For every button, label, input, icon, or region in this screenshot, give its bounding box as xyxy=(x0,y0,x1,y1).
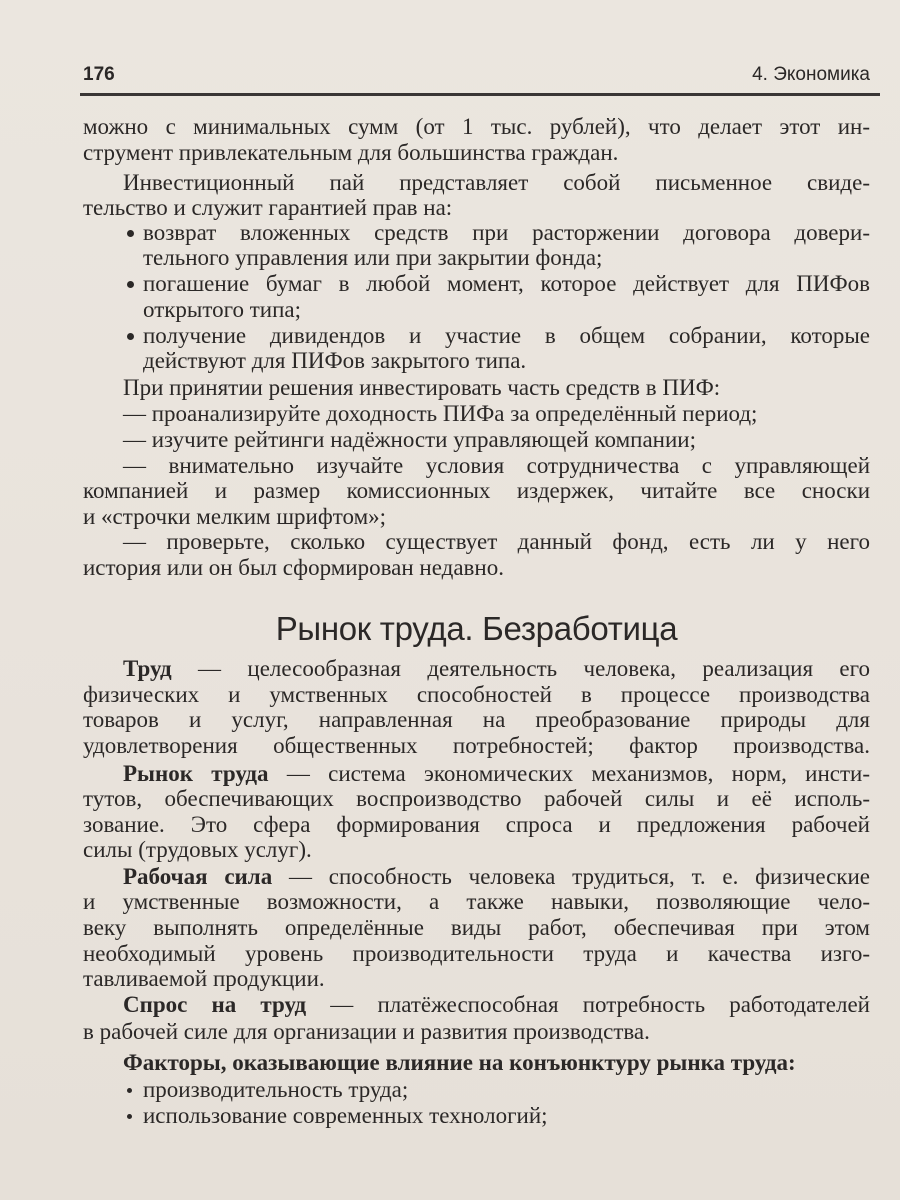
section-title: Рынок труда. Безработица xyxy=(275,610,678,647)
text-line: Инвестиционный пай представляет собой письменное свиде- xyxy=(123,170,870,195)
definition-text: — система экономических механизмов, норм, инсти- xyxy=(268,761,870,786)
text-line: удовлетворения общественных потребностей; фактор производства. xyxy=(83,733,870,758)
bullet-item: погашение бумаг в любой момент, которое действует для ПИФов xyxy=(143,271,870,296)
text-line: тутов, обеспечивающих воспроизводство рабочей силы и её исполь- xyxy=(83,786,870,811)
term: Труд xyxy=(123,656,172,681)
text-line: необходимый уровень производительности труда и качества изго- xyxy=(83,941,870,966)
text-line: открытого типа; xyxy=(143,297,302,322)
text-line: товаров и услуг, направленная на преобразование природы для xyxy=(83,707,870,732)
text-line: компанией и размер комиссионных издержек, читайте все сноски xyxy=(83,478,870,503)
definition-text: — способность человека трудиться, т. е. физические xyxy=(272,864,870,889)
text-line: в рабочей силе для организации и развития производства. xyxy=(83,1019,650,1044)
text-line: и умственные возможности, а также навыки, позволяющие чело- xyxy=(83,889,870,914)
text-line: зование. Это сфера формирования спроса и предложения рабочей xyxy=(83,812,870,837)
text-line: струмент привлекательным для большинства граждан. xyxy=(83,140,619,165)
bullet-item: получение дивидендов и участие в общем собрании, которые xyxy=(143,323,870,348)
bullet-item: возврат вложенных средств при расторжении договора довери- xyxy=(143,220,870,245)
text-line: физических и умственных способностей в процессе производства xyxy=(83,682,870,707)
term: Спрос на труд xyxy=(123,992,307,1017)
text-line: При принятии решения инвестировать часть средств в ПИФ: xyxy=(123,375,721,400)
definition-text: — платёжеспособная потребность работодателей xyxy=(306,992,870,1017)
term: Рынок труда xyxy=(123,761,269,786)
text-line: можно с минимальных сумм (от 1 тыс. рублей), что делает этот ин- xyxy=(83,114,870,139)
dash-item: — внимательно изучайте условия сотрудничества с управляющей xyxy=(123,453,870,478)
factor-item: производительность труда; xyxy=(143,1077,870,1103)
page-number: 176 xyxy=(83,64,115,85)
dash-item: — проанализируйте доходность ПИФа за определённый период; xyxy=(123,401,758,426)
text-line: тельного управления или при закрытии фонда; xyxy=(143,245,603,270)
factors-heading: Факторы, оказывающие влияние на конъюнктуру рынка труда: xyxy=(123,1050,796,1075)
definition-line xyxy=(123,656,870,682)
text-line: история или он был сформирован недавно. xyxy=(83,555,504,580)
definition-text: — целесообразная деятельность человека, реализация его xyxy=(171,656,870,681)
running-header-section: 4. Экономика xyxy=(752,64,870,85)
definition-line xyxy=(123,992,870,1018)
dash-item: — проверьте, сколько существует данный фонд, есть ли у него xyxy=(123,529,870,554)
definition-line xyxy=(123,761,870,787)
text-line: и «строчки мелким шрифтом»; xyxy=(83,504,387,529)
text-line: действуют для ПИФов закрытого типа. xyxy=(143,348,527,373)
dash-item: — изучите рейтинги надёжности управляющей компании; xyxy=(123,427,696,452)
factor-item: использование современных технологий; xyxy=(143,1103,870,1129)
definition-line xyxy=(123,864,870,890)
text-line: тельство и служит гарантией прав на: xyxy=(83,195,453,220)
text-line: силы (трудовых услуг). xyxy=(83,837,312,862)
text-line: тавливаемой продукции. xyxy=(83,966,325,991)
header-rule xyxy=(80,93,880,96)
term: Рабочая сила xyxy=(123,864,273,889)
text-line: веку выполнять определённые виды работ, обеспечивая при этом xyxy=(83,915,870,940)
